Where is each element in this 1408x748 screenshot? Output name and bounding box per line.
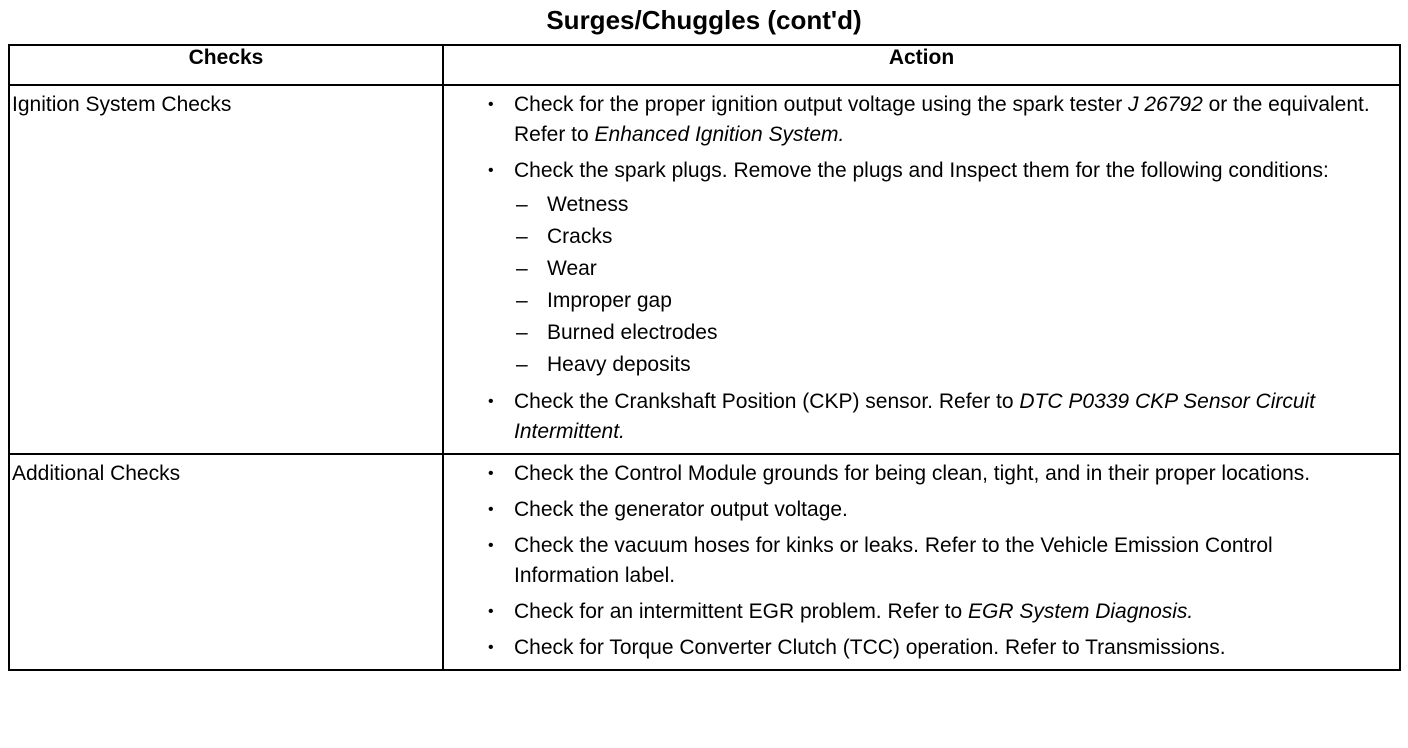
- header-action: Action: [443, 45, 1400, 85]
- check-name: Additional Checks: [12, 462, 181, 485]
- dash-icon: –: [516, 289, 528, 312]
- action-text: Check the Control Module grounds for being clean, tight, and in their proper locations.: [514, 462, 1311, 485]
- action-reference-text: J 26792: [1128, 93, 1203, 116]
- action-reference-text: EGR System Diagnosis.: [968, 600, 1194, 623]
- dash-icon: –: [516, 193, 528, 216]
- table-header-row: [9, 45, 1400, 85]
- bullet-icon: •: [488, 393, 494, 410]
- dash-icon: –: [516, 321, 528, 344]
- condition-label: Cracks: [547, 225, 613, 248]
- action-item: [444, 459, 1379, 489]
- action-item: [444, 597, 1379, 627]
- check-cell: [9, 85, 443, 454]
- condition-label: Wetness: [547, 193, 629, 216]
- condition-label: Wear: [547, 257, 597, 280]
- action-text: Check the spark plugs. Remove the plugs and Inspect them for the following conditions:: [514, 159, 1329, 182]
- dash-icon: –: [516, 257, 528, 280]
- condition-label: Heavy deposits: [547, 353, 691, 376]
- condition-item: [514, 189, 1379, 221]
- action-reference-text: Enhanced Ignition System.: [594, 123, 845, 146]
- action-text: Check for the proper ignition output voltage using the spark tester: [514, 93, 1129, 116]
- bullet-icon: •: [488, 603, 494, 620]
- bullet-icon: •: [488, 96, 494, 113]
- action-item: [444, 495, 1379, 525]
- table-row: [9, 454, 1400, 670]
- action-list: [444, 455, 1399, 669]
- table-body: [9, 85, 1400, 670]
- condition-list: [514, 189, 1379, 381]
- action-list: [444, 86, 1399, 453]
- action-text: Check the vacuum hoses for kinks or leaks. Refer to the Vehicle Emission Control Information label.: [514, 534, 1273, 587]
- condition-item: [514, 317, 1379, 349]
- page-title: Surges/Chuggles (cont'd): [546, 5, 862, 35]
- action-text: or the equivalent. Refer to: [514, 93, 1370, 146]
- condition-item: [514, 221, 1379, 253]
- bullet-icon: •: [488, 465, 494, 482]
- action-cell: [443, 85, 1400, 454]
- action-item: [444, 90, 1379, 150]
- action-item: [444, 156, 1379, 381]
- check-cell: [9, 454, 443, 670]
- action-text: Check for an intermittent EGR problem. Refer to: [514, 600, 969, 623]
- condition-item: [514, 253, 1379, 285]
- action-item: [444, 633, 1379, 663]
- table-row: [9, 85, 1400, 454]
- check-name: Ignition System Checks: [12, 93, 232, 116]
- action-item: [444, 531, 1379, 591]
- action-cell: [443, 454, 1400, 670]
- action-reference-text: DTC P0339 CKP Sensor Circuit Intermittent.: [514, 390, 1316, 443]
- dash-icon: –: [516, 225, 528, 248]
- action-text: Check the Crankshaft Position (CKP) sensor. Refer to: [514, 390, 1020, 413]
- condition-item: [514, 349, 1379, 381]
- action-text: Check the generator output voltage.: [514, 498, 848, 521]
- bullet-icon: •: [488, 162, 494, 179]
- action-item: [444, 387, 1379, 447]
- bullet-icon: •: [488, 639, 494, 656]
- bullet-icon: •: [488, 501, 494, 518]
- condition-label: Improper gap: [547, 289, 672, 312]
- condition-label: Burned electrodes: [547, 321, 718, 344]
- dash-icon: –: [516, 353, 528, 376]
- action-text: Check for Torque Converter Clutch (TCC) operation. Refer to Transmissions.: [514, 636, 1226, 659]
- header-checks: Checks: [9, 45, 443, 85]
- diagnostic-table: [8, 44, 1401, 671]
- condition-item: [514, 285, 1379, 317]
- bullet-icon: •: [488, 537, 494, 554]
